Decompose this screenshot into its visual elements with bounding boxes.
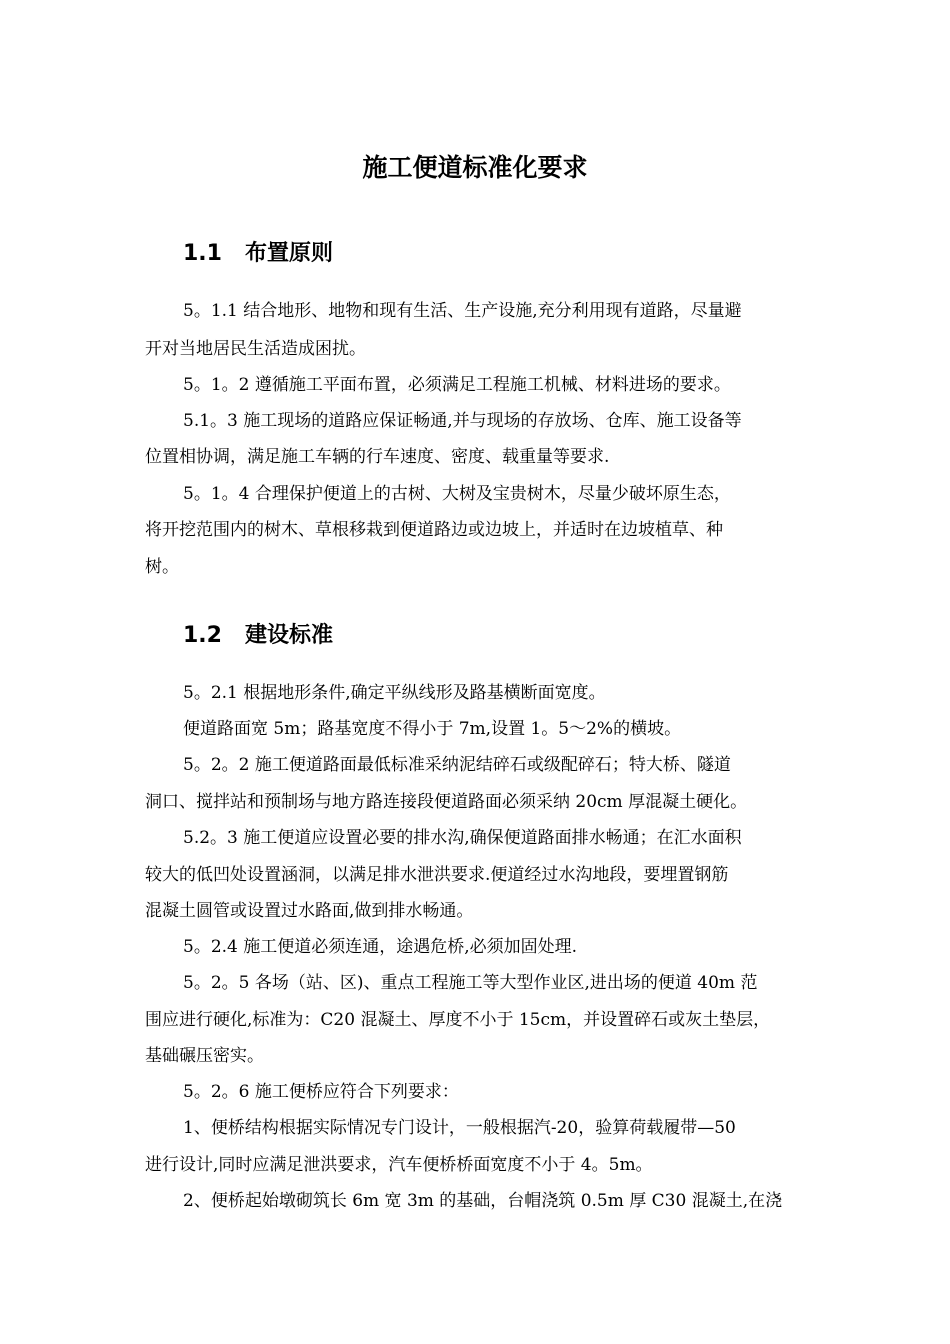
paragraph-line: 5。1.1 结合地形、地物和现有生活、生产设施,充分利用现有道路，尽量避 [183,301,742,321]
paragraph-line: 5。1。4 合理保护便道上的古树、大树及宝贵树木，尽量少破坏原生态， [183,484,731,504]
paragraph-line: 5.1。3 施工现场的道路应保证畅通,并与现场的存放场、仓库、施工设备等 [183,411,742,431]
paragraph-line: 5。2。6 施工便桥应符合下列要求： [183,1082,459,1102]
paragraph-line: 1、便桥结构根据实际情况专门设计，一般根据汽-20，验算荷载履带—50 [183,1118,736,1138]
section-number: 1.1 [183,241,222,266]
section-title: 建设标准 [245,623,334,648]
paragraph-line: 开对当地居民生活造成困扰。 [145,339,366,359]
section-heading-1-2 [183,620,333,652]
paragraph-line: 较大的低凹处设置涵洞，以满足排水泄洪要求.便道经过水沟地段，要埋置钢筋 [145,865,729,885]
paragraph-line: 位置相协调，满足施工车辆的行车速度、密度、载重量等要求. [145,447,610,467]
paragraph-line: 洞口、搅拌站和预制场与地方路连接段便道路面必须采纳 20cm 厚混凝土硬化。 [145,792,748,812]
paragraph-line: 5。2。2 施工便道路面最低标准采纳泥结碎石或级配碎石；特大桥、隧道 [183,755,731,775]
paragraph-line: 基础碾压密实。 [145,1046,264,1066]
document-title: 施工便道标准化要求 [362,153,588,182]
paragraph-line: 5。1。2 遵循施工平面布置，必须满足工程施工机械、材料进场的要求。 [183,375,731,395]
paragraph-line: 5。2。5 各场（站、区)、重点工程施工等大型作业区,进出场的便道 40m 范 [183,973,758,993]
section-number: 1.2 [183,623,222,648]
paragraph-line: 便道路面宽 5m；路基宽度不得小于 7m,设置 1。5～2%的横坡。 [183,719,682,739]
paragraph-line: 进行设计,同时应满足泄洪要求，汽车便桥桥面宽度不小于 4。5m。 [145,1155,653,1175]
section-heading-1-1 [183,238,333,270]
paragraph-line: 5。2.1 根据地形条件,确定平纵线形及路基横断面宽度。 [183,683,606,703]
paragraph-line: 混凝土圆管或设置过水路面,做到排水畅通。 [145,901,474,921]
paragraph-line: 2、便桥起始墩砌筑长 6m 宽 3m 的基础，台帽浇筑 0.5m 厚 C30 混凝土,在浇 [183,1191,783,1211]
section-title: 布置原则 [245,241,334,266]
paragraph-line: 5.2。3 施工便道应设置必要的排水沟,确保便道路面排水畅通；在汇水面积 [183,828,742,848]
paragraph-line: 树。 [145,557,179,577]
paragraph-line: 5。2.4 施工便道必须连通，途遇危桥,必须加固处理. [183,937,578,957]
paragraph-line: 将开挖范围内的树木、草根移栽到便道路边或边坡上，并适时在边坡植草、种 [145,520,723,540]
paragraph-line: 围应进行硬化,标准为：C20 混凝土、厚度不小于 15cm，并设置碎石或灰土垫层， [145,1010,771,1030]
